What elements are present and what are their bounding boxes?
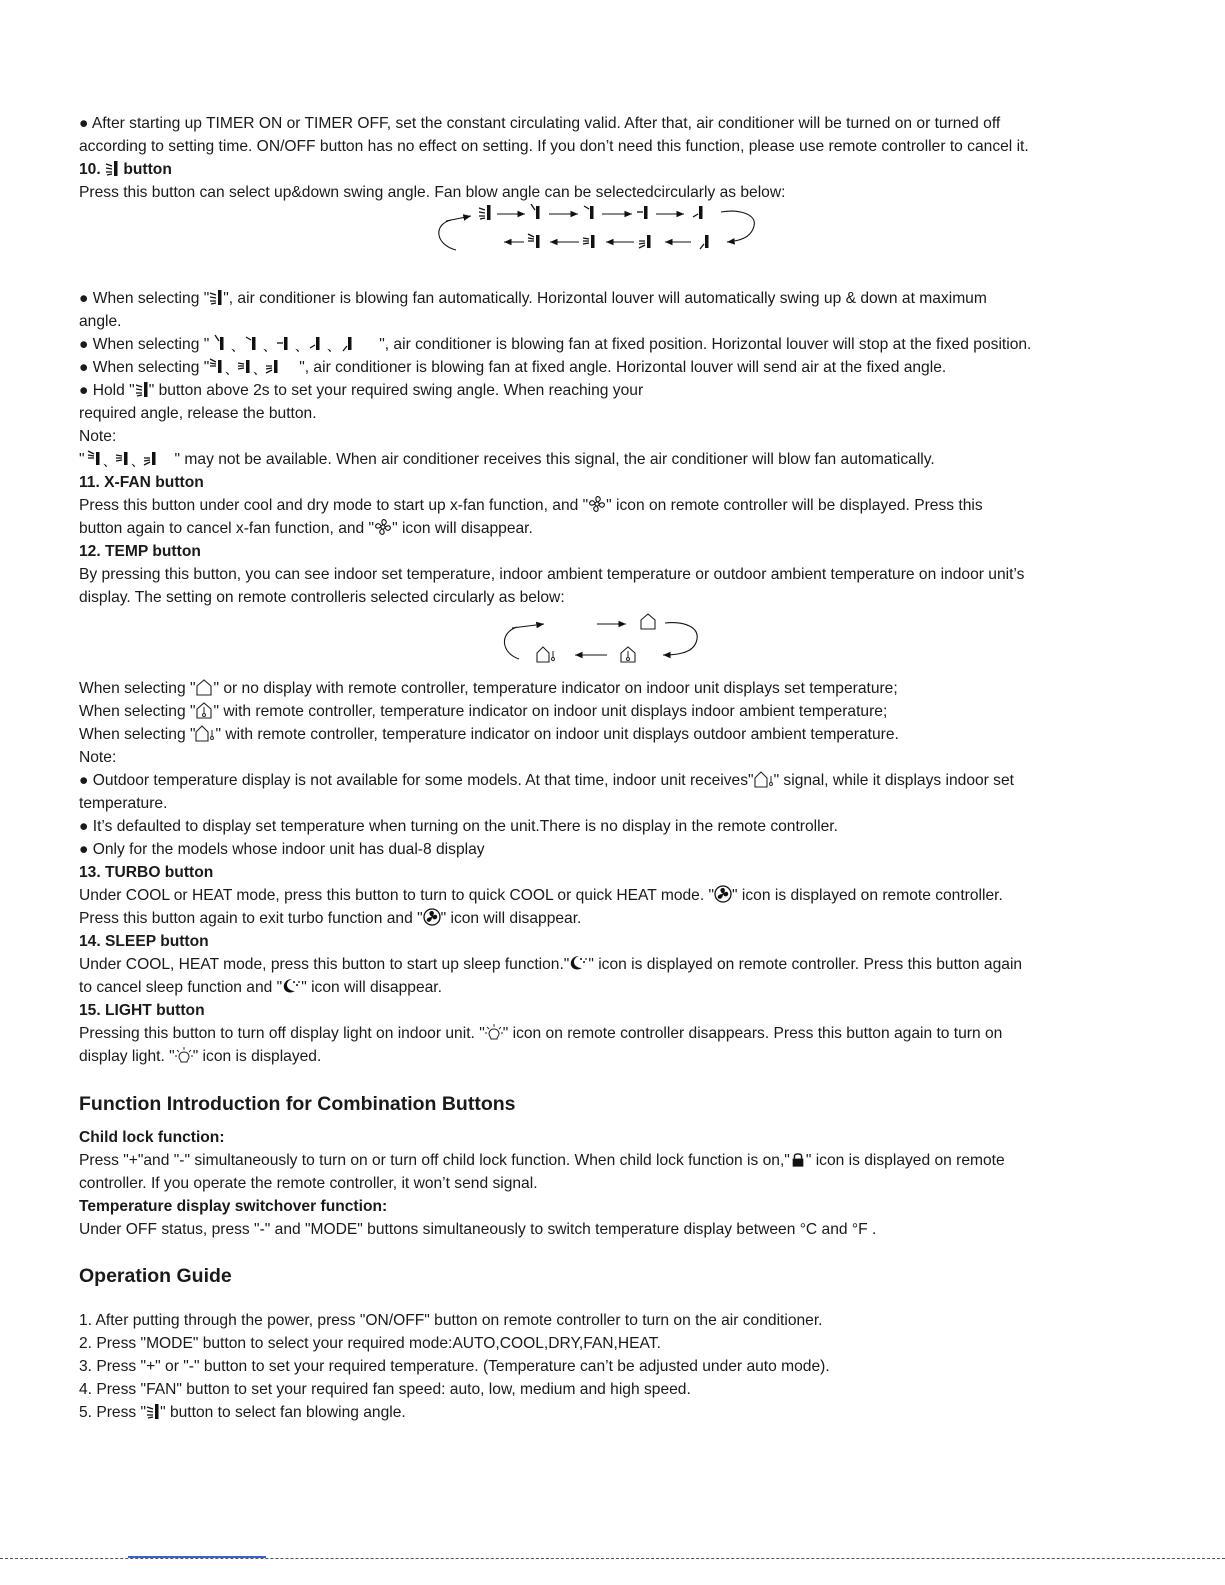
light-line-2: display light. " " icon is displayed. xyxy=(79,1048,322,1065)
swing-bullet-fixed-position: ● When selecting " 、 、 、 、 ", air conditioner is blowing fan at fixed position. Horizontal louver will stop at the fixed position. xyxy=(79,336,1032,353)
child-lock-line-1: Press "+"and "-" simultaneously to turn on or turn off child lock function. When child lock function is on," " icon is displayed on remote xyxy=(79,1152,1005,1169)
timer-note-line-1: ● After starting up TIMER ON or TIMER OFF, set the constant circulating valid. After that, air conditioner will be turned on or turned off xyxy=(79,115,1001,132)
turbo-line-2: Press this button again to exit turbo function and " " icon will disappear. xyxy=(79,910,582,927)
swing-auto-icon xyxy=(146,1403,160,1420)
svg-text:、: 、 xyxy=(231,340,245,352)
temp-note-1-cont: temperature. xyxy=(79,795,168,812)
xfan-heading: 11. X-FAN button xyxy=(79,474,204,491)
swing-note-text: " 、 、 " may not be available. When air conditioner receives this signal, the air conditioner will blow fan automatically. xyxy=(79,451,935,468)
temp-note-2: ● It’s defaulted to display set temperature when turning on the unit.There is no display in the remote controller. xyxy=(79,818,838,835)
sleep-line-2: to cancel sleep function and " " icon will disappear. xyxy=(79,979,442,996)
swing-cycle-diagram xyxy=(79,204,1139,274)
xfan-line-1: Press this button under cool and dry mode to start up x-fan function, and " " icon on remote controller will be displayed. Press this xyxy=(79,497,983,514)
svg-text:、: 、 xyxy=(253,363,267,375)
svg-text:、: 、 xyxy=(130,455,144,467)
sleep-icon xyxy=(282,977,301,995)
swing-bullet-auto: ● When selecting " ", air conditioner is blowing fan automatically. Horizontal louver will automatically swing up & down at maximum xyxy=(79,290,987,307)
swing-intro: Press this button can select up&down swing angle. Fan blow angle can be selectedcircularly as below: xyxy=(79,184,786,201)
light-icon xyxy=(175,1047,193,1064)
sleep-line-1: Under COOL, HEAT mode, press this button to start up sleep function." " icon is displayed on remote controller. Press this button again xyxy=(79,956,1023,973)
combo-title: Function Introduction for Combination Buttons xyxy=(79,1093,516,1115)
light-line-1: Pressing this button to turn off display light on indoor unit. " " icon on remote controller disappears. Press this button again to turn on xyxy=(79,1025,1003,1042)
swing-heading xyxy=(79,158,1139,181)
svg-text:、: 、 xyxy=(225,363,239,375)
xfan-icon xyxy=(374,518,392,536)
page-bottom-rule xyxy=(0,1558,1225,1559)
temp-note-3: ● Only for the models whose indoor unit has dual-8 display xyxy=(79,841,485,858)
temp-select-outdoor: When selecting " " with remote controller, temperature indicator on indoor unit displays outdoor ambient temperature. xyxy=(79,726,899,743)
outdoor-temp-icon xyxy=(754,770,774,788)
temp-note-1: ● Outdoor temperature display is not available for some models. At that time, indoor unit receives" " signal, while it displays indoor set xyxy=(79,772,1014,789)
guide-step-1: 1. After putting through the power, press "ON/OFF" button on remote controller to turn on the air conditioner. xyxy=(79,1312,823,1329)
light-heading: 15. LIGHT button xyxy=(79,1002,205,1019)
swing-note-label: Note: xyxy=(79,428,117,445)
child-lock-line-2: controller. If you operate the remote controller, it won’t send signal. xyxy=(79,1175,538,1192)
turbo-icon xyxy=(714,885,732,903)
indoor-set-temp-icon xyxy=(195,678,213,696)
svg-text:、: 、 xyxy=(102,455,116,467)
temp-switch-heading: Temperature display switchover function: xyxy=(79,1198,388,1215)
swing-auto-icon xyxy=(105,160,119,177)
swing-bullet-hold: ● Hold " " button above 2s to set your required swing angle. When reaching your xyxy=(79,382,644,399)
swing-position-icons xyxy=(209,334,379,352)
indoor-ambient-temp-icon xyxy=(195,701,213,719)
temp-line-1: By pressing this button, you can see indoor set temperature, indoor ambient temperature or outdoor ambient temperature on indoor unit’s xyxy=(79,566,1025,583)
guide-title: Operation Guide xyxy=(79,1265,232,1287)
guide-step-3: 3. Press "+" or "-" button to set your required temperature. (Temperature can’t be adjusted under auto mode). xyxy=(79,1358,830,1375)
temp-note-label: Note: xyxy=(79,749,117,766)
turbo-icon xyxy=(423,908,441,926)
swing-heading-label: button xyxy=(123,161,172,178)
outdoor-temp-icon xyxy=(195,724,215,742)
svg-text:、: 、 xyxy=(295,340,309,352)
swing-bullet-auto-cont: angle. xyxy=(79,313,122,330)
turbo-line-1: Under COOL or HEAT mode, press this button to turn to quick COOL or quick HEAT mode. " " icon is displayed on remote controller. xyxy=(79,887,1003,904)
temp-select-set: When selecting " " or no display with remote controller, temperature indicator on indoor unit displays set temperature; xyxy=(79,680,898,697)
temp-line-2: display. The setting on remote controlleris selected circularly as below: xyxy=(79,589,565,606)
turbo-heading: 13. TURBO button xyxy=(79,864,214,881)
timer-note-line-2: according to setting time. ON/OFF button has no effect on setting. If you don’t need this function, please use remote controller to cancel it. xyxy=(79,138,1029,155)
manual-page xyxy=(79,112,1139,1424)
svg-text:、: 、 xyxy=(327,340,341,352)
xfan-icon xyxy=(588,495,606,513)
guide-step-2: 2. Press "MODE" button to select your required mode:AUTO,COOL,DRY,FAN,HEAT. xyxy=(79,1335,661,1352)
swing-auto-icon xyxy=(209,289,223,306)
page-bottom-mark xyxy=(128,1556,266,1558)
swing-bullet-fixed-angle: ● When selecting " 、 、 ", air conditioner is blowing fan at fixed angle. Horizontal louver will send air at the fixed angle. xyxy=(79,359,947,376)
swing-number: 10. xyxy=(79,161,101,178)
lock-icon xyxy=(790,1151,806,1168)
temp-cycle-diagram xyxy=(79,609,1139,677)
sleep-icon xyxy=(569,954,588,972)
light-icon xyxy=(485,1024,503,1041)
sleep-heading: 14. SLEEP button xyxy=(79,933,209,950)
swing-angle-icons xyxy=(209,357,299,375)
child-lock-heading: Child lock function: xyxy=(79,1129,225,1146)
swing-bullet-hold-cont: required angle, release the button. xyxy=(79,405,317,422)
temp-switch-line: Under OFF status, press "-" and "MODE" buttons simultaneously to switch temperature display between °C and °F . xyxy=(79,1221,877,1238)
guide-step-4: 4. Press "FAN" button to set your required fan speed: auto, low, medium and high speed. xyxy=(79,1381,691,1398)
temp-heading: 12. TEMP button xyxy=(79,543,201,560)
xfan-line-2: button again to cancel x-fan function, and " " icon will disappear. xyxy=(79,520,533,537)
svg-text:、: 、 xyxy=(263,340,277,352)
swing-auto-icon xyxy=(135,381,149,398)
guide-step-5: 5. Press " " button to select fan blowing angle. xyxy=(79,1404,406,1421)
swing-angle-icons xyxy=(85,449,175,467)
temp-select-indoor: When selecting " " with remote controller, temperature indicator on indoor unit displays indoor ambient temperature; xyxy=(79,703,888,720)
